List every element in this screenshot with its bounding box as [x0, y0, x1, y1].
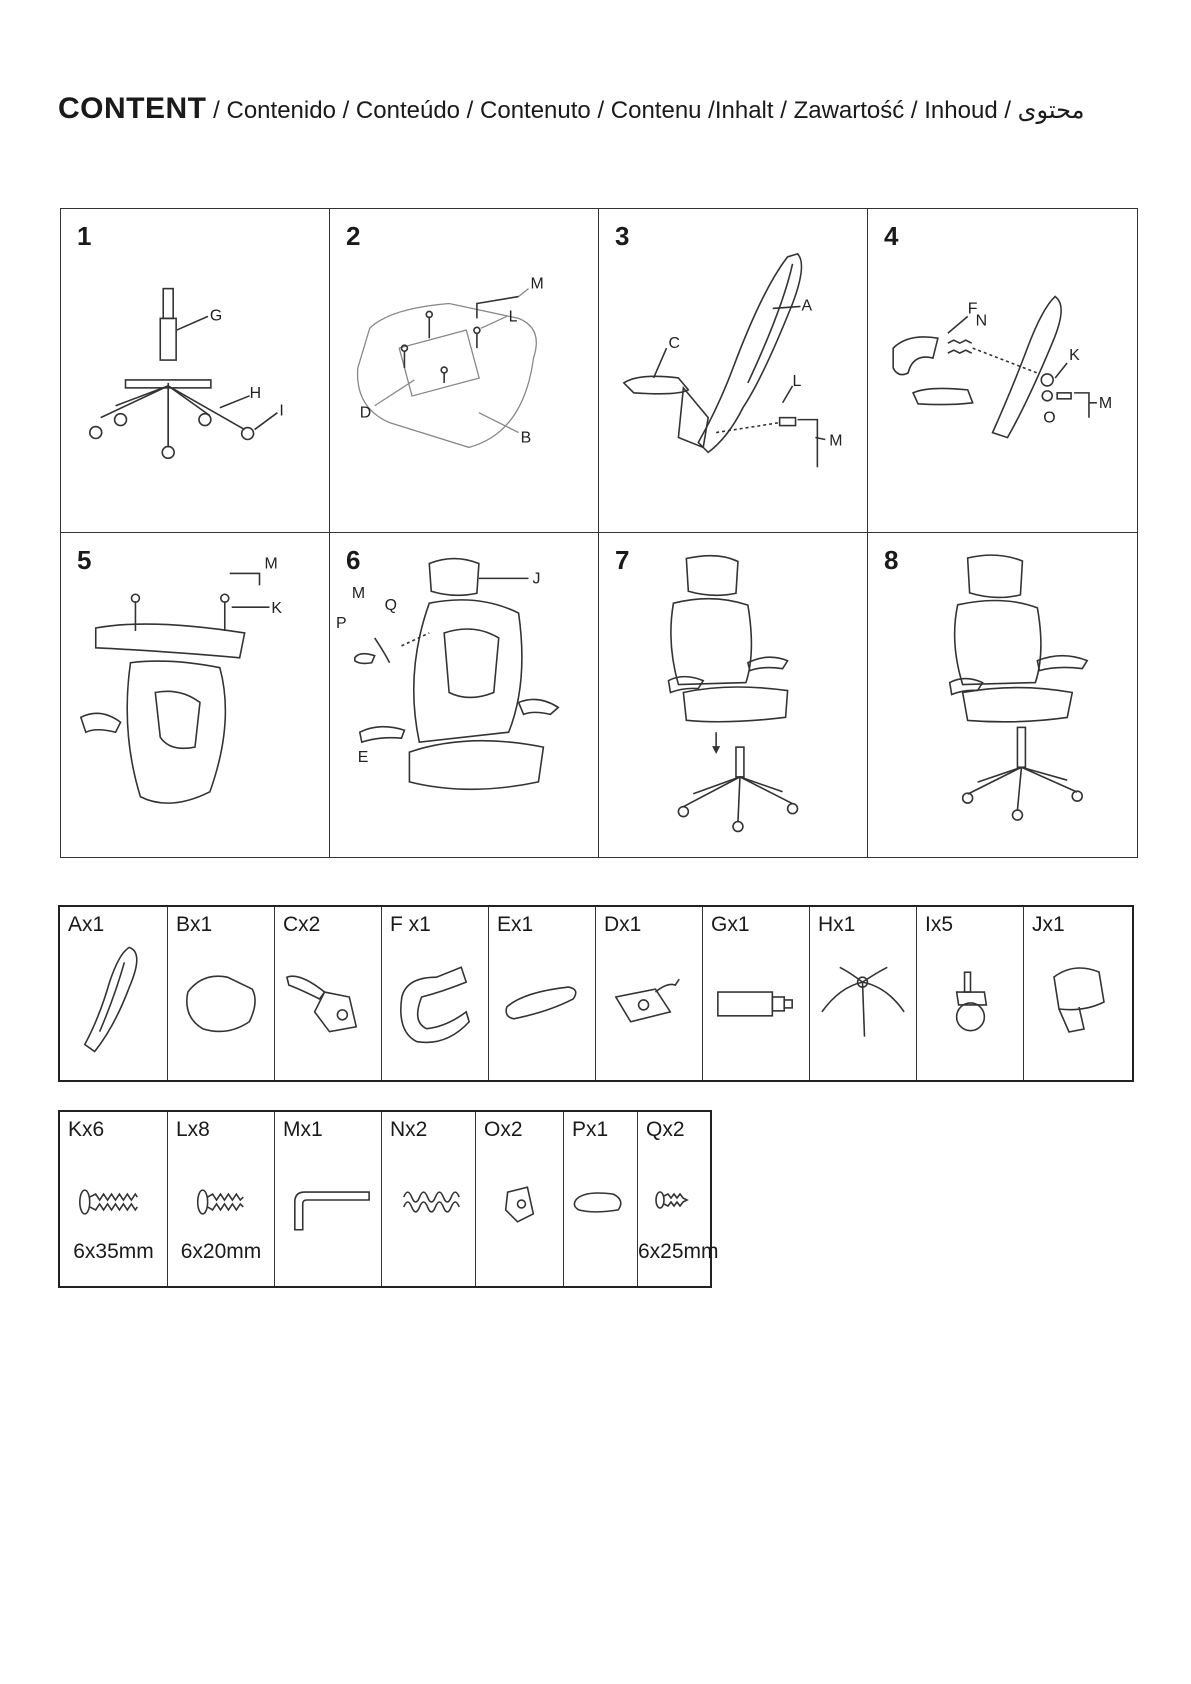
spring-icon — [382, 1142, 475, 1262]
callout-f: F — [967, 300, 978, 318]
assembly-steps-grid — [60, 208, 1138, 858]
title-translations: / Contenido / Conteúdo / Contenuto / Contenu /Inhalt / Zawartość / Inhoud / محتوى — [206, 97, 1085, 124]
step-number: 3 — [615, 221, 630, 251]
base-assembly-illustration — [61, 209, 329, 532]
part-label: Lx8 — [176, 1118, 210, 1141]
part-e — [489, 907, 596, 1080]
part-label: Qx2 — [646, 1118, 685, 1141]
callout-m: M — [829, 432, 843, 450]
part-q — [638, 1112, 719, 1286]
headrest-icon — [1024, 937, 1130, 1057]
part-f — [382, 907, 489, 1080]
callout-m: M — [530, 275, 544, 293]
callout-l: L — [508, 308, 518, 326]
callout-g: G — [209, 307, 223, 325]
part-label: Bx1 — [176, 913, 213, 936]
part-size: 6x20mm — [180, 1240, 262, 1263]
callout-h: H — [249, 384, 262, 402]
part-label: Mx1 — [283, 1118, 323, 1141]
callout-i: I — [279, 402, 284, 420]
callout-m: M — [264, 555, 278, 573]
callout-q: Q — [384, 597, 397, 615]
page-title — [58, 92, 1084, 126]
callout-m: M — [1098, 394, 1113, 412]
part-label: Nx2 — [390, 1118, 428, 1141]
step-5 — [61, 533, 330, 857]
part-a — [60, 907, 168, 1080]
allen-key-icon — [275, 1142, 381, 1262]
part-n — [382, 1112, 476, 1286]
step-number: 7 — [615, 545, 630, 575]
seat-cushion-icon — [168, 937, 274, 1057]
star-base-icon — [810, 937, 916, 1057]
step-number: 4 — [884, 221, 899, 251]
seat-mechanism-icon — [596, 937, 702, 1057]
step-number: 6 — [346, 545, 361, 575]
clip-icon — [476, 1142, 563, 1262]
callout-d: D — [359, 404, 372, 422]
parts-table-large — [58, 905, 1134, 1082]
part-size: 6x25mm — [638, 1240, 719, 1263]
completed-chair-illustration — [868, 533, 1137, 857]
lumbar-support-icon — [382, 937, 488, 1057]
part-label: Hx1 — [818, 913, 856, 936]
part-d — [596, 907, 703, 1080]
callout-k: K — [1069, 347, 1080, 365]
step-3 — [599, 209, 868, 533]
callout-a: A — [801, 297, 813, 315]
step-number: 2 — [346, 221, 361, 251]
part-b — [168, 907, 275, 1080]
callout-n: N — [975, 312, 988, 330]
backrest-armrest-illustration — [599, 209, 867, 532]
headrest-illustration — [330, 533, 598, 857]
armrest-icon — [275, 937, 381, 1057]
part-o — [476, 1112, 564, 1286]
part-g — [703, 907, 810, 1080]
step-number: 1 — [77, 221, 92, 251]
part-k — [60, 1112, 168, 1286]
parts-table-hardware — [58, 1110, 719, 1288]
callout-o: O — [1043, 409, 1056, 427]
lumbar-support-illustration — [868, 209, 1137, 532]
part-size: 6x35mm — [73, 1240, 154, 1263]
part-label: Kx6 — [68, 1118, 105, 1141]
gas-cylinder-icon — [703, 937, 809, 1057]
part-label: Ix5 — [925, 913, 954, 936]
armrest-pad-icon — [489, 937, 595, 1057]
part-label: Gx1 — [711, 913, 750, 936]
callout-k: K — [271, 600, 283, 618]
part-label: Cx2 — [283, 913, 321, 936]
callout-b: B — [520, 429, 532, 447]
step-2 — [330, 209, 599, 533]
step-8 — [868, 533, 1137, 857]
step-number: 5 — [77, 545, 92, 575]
callout-e: E — [357, 749, 369, 766]
part-i — [917, 907, 1024, 1080]
part-h — [810, 907, 917, 1080]
cap-icon — [564, 1142, 637, 1262]
part-m — [275, 1112, 382, 1286]
part-label: Dx1 — [604, 913, 642, 936]
step-number: 8 — [884, 545, 899, 575]
step-4 — [868, 209, 1137, 533]
step-1 — [61, 209, 330, 533]
part-label: F x1 — [390, 913, 431, 936]
callout-c: C — [668, 335, 680, 353]
part-label: Jx1 — [1032, 913, 1065, 936]
part-label: Ax1 — [68, 913, 105, 936]
part-p — [564, 1112, 638, 1286]
backrest-icon — [60, 937, 167, 1057]
seat-to-backrest-illustration — [61, 533, 329, 857]
part-label: Ox2 — [484, 1118, 523, 1141]
callout-p: P — [335, 615, 347, 632]
caster-wheel-icon — [917, 937, 1023, 1057]
chair-base-insert-illustration — [599, 533, 867, 857]
part-label: Px1 — [572, 1118, 609, 1141]
step-7 — [599, 533, 868, 857]
callout-j: J — [532, 570, 541, 588]
part-j — [1024, 907, 1130, 1080]
part-c — [275, 907, 382, 1080]
part-l — [168, 1112, 275, 1286]
title-main: CONTENT — [58, 92, 207, 125]
callout-m: M — [351, 585, 366, 603]
step-6 — [330, 533, 599, 857]
seat-mechanism-illustration — [330, 209, 598, 532]
callout-l: L — [792, 372, 802, 390]
part-label: Ex1 — [497, 913, 534, 936]
